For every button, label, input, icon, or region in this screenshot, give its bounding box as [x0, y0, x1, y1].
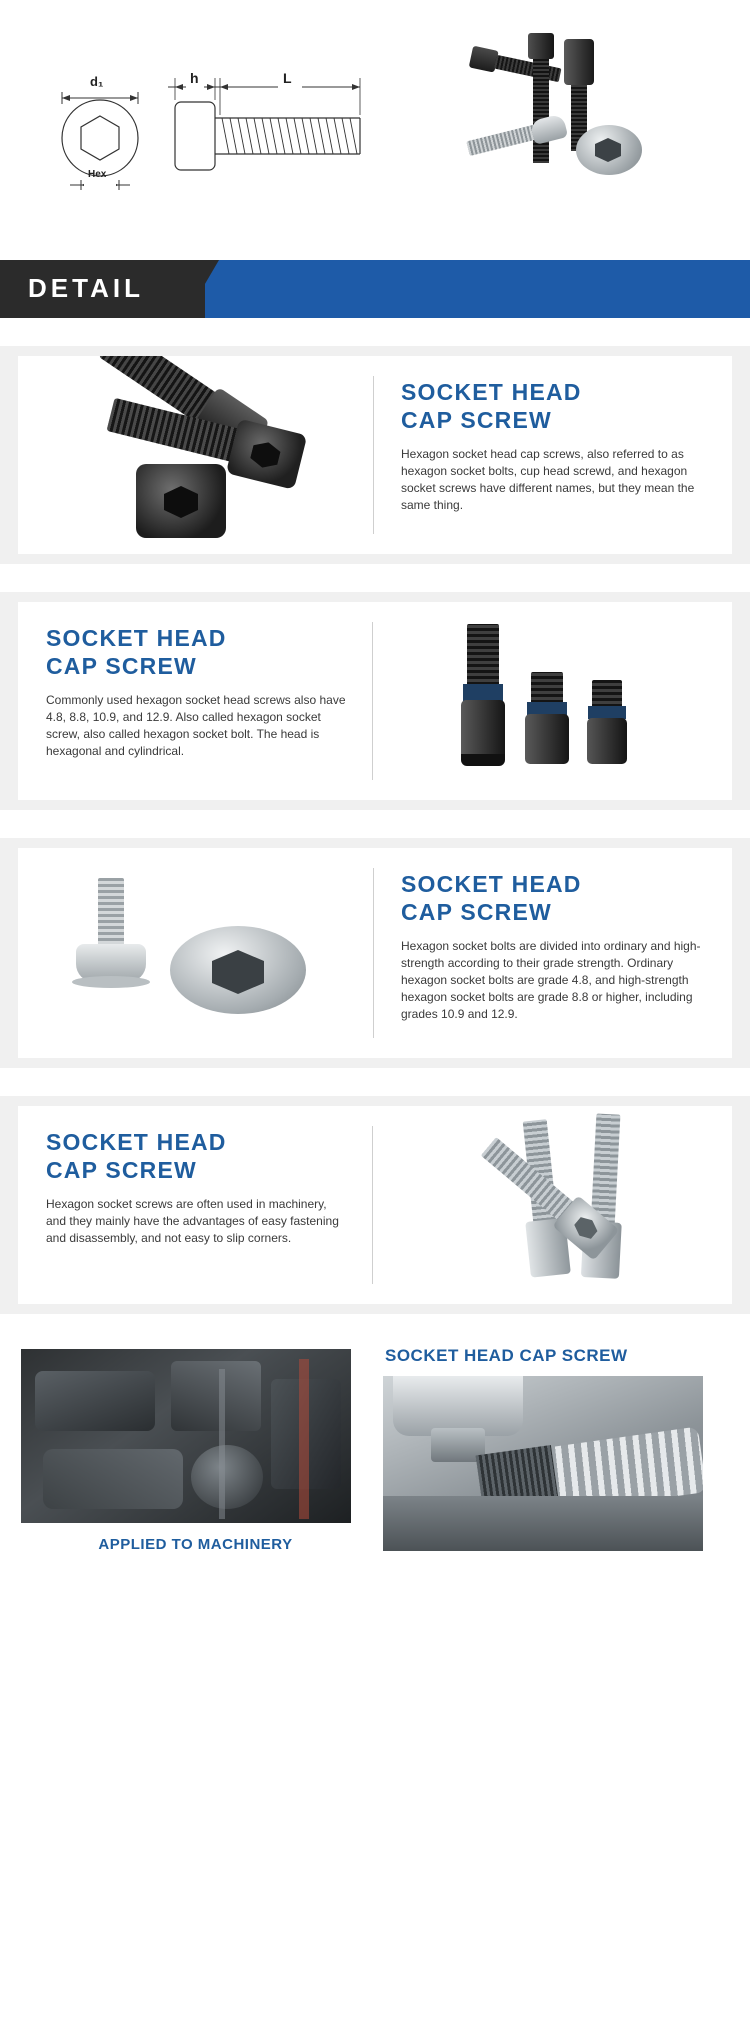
feature-2-body: Commonly used hexagon socket head screws also have 4.8, 8.8, 10.9, and 12.9. Also called hexagon socket screw, also called hexagon socket bolt. The head is hexagonal and cylindrical.	[46, 693, 346, 758]
feature-2-title	[46, 624, 347, 680]
feature-4-text	[18, 1106, 373, 1304]
feature-4-image	[373, 1106, 732, 1304]
technical-drawing-svg	[20, 30, 450, 210]
dimension-label-h: h	[190, 70, 199, 86]
application-right-title: SOCKET HEAD CAP SCREW	[385, 1346, 628, 1365]
dimension-label-hex: Hex	[88, 169, 107, 180]
application-right	[383, 1346, 713, 1553]
feature-2-image	[373, 602, 732, 800]
feature-4-body: Hexagon socket screws are often used in machinery, and they mainly have the advantages of easy fastening and disassembly, and not easy to slip corners.	[46, 1197, 339, 1245]
dimension-label-L: L	[283, 70, 292, 86]
feature-block-4	[0, 1096, 750, 1314]
feature-1-title	[401, 378, 706, 434]
feature-block-3	[0, 838, 750, 1068]
feature-4-title-line1: SOCKET HEAD	[46, 1129, 227, 1155]
cnc-machine-photo	[383, 1376, 703, 1551]
feature-3-title-line2: CAP SCREW	[401, 899, 552, 925]
engine-machinery-photo	[18, 1346, 354, 1526]
feature-3-image	[18, 848, 373, 1058]
feature-2-title-line2: CAP SCREW	[46, 653, 197, 679]
feature-2-text	[18, 602, 373, 800]
top-diagram-strip	[0, 0, 750, 250]
application-left	[18, 1346, 373, 1553]
banner-blue-bar	[196, 260, 750, 318]
top-product-photo	[460, 25, 710, 235]
feature-2-title-line1: SOCKET HEAD	[46, 625, 227, 651]
technical-drawing	[20, 30, 450, 230]
feature-3-title-line1: SOCKET HEAD	[401, 871, 582, 897]
feature-3-body: Hexagon socket bolts are divided into ordinary and high-strength according to their grade strength. Ordinary hexagon socket bolts are grade 4.8, and high-strength hexagon socket bolts are grade 8.8 or higher, including grades 10.9 and 12.9.	[401, 939, 701, 1021]
feature-4-title	[46, 1128, 347, 1184]
feature-1-text	[373, 356, 732, 554]
application-section	[0, 1346, 750, 1583]
application-left-caption: APPLIED TO MACHINERY	[98, 1536, 293, 1553]
feature-1-title-line2: CAP SCREW	[401, 407, 552, 433]
feature-3-text	[373, 848, 732, 1058]
feature-1-image	[18, 356, 373, 554]
feature-3-title	[401, 870, 706, 926]
feature-4-title-line2: CAP SCREW	[46, 1157, 197, 1183]
feature-block-2	[0, 592, 750, 810]
dimension-label-d1: d₁	[90, 74, 104, 89]
feature-block-1	[0, 346, 750, 564]
banner-dark-slant	[185, 260, 219, 318]
feature-1-title-line1: SOCKET HEAD	[401, 379, 582, 405]
banner-label: DETAIL	[28, 273, 144, 303]
detail-banner	[0, 260, 750, 318]
feature-1-body: Hexagon socket head cap screws, also referred to as hexagon socket bolts, cup head screwd, and hexagon socket screws have different names, but they mean the same thing.	[401, 447, 695, 512]
